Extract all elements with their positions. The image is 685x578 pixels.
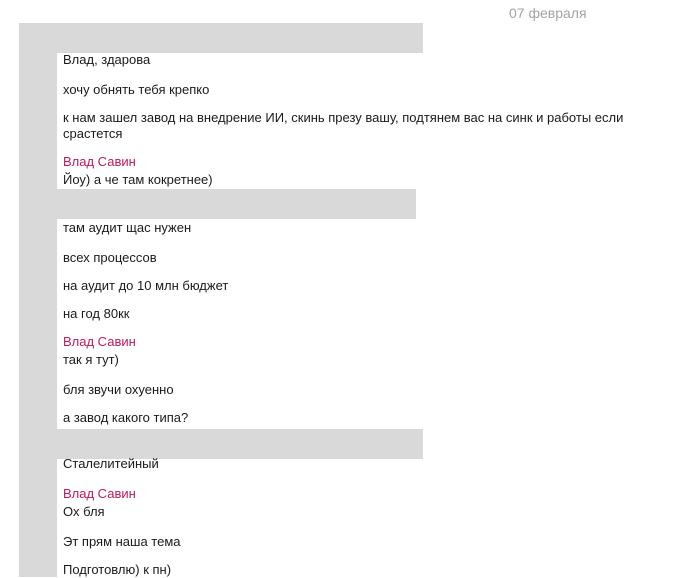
- redacted-sender-header: [19, 189, 416, 219]
- redacted-sender-header: [19, 429, 423, 459]
- message-text: к нам зашел завод на внедрение ИИ, скинь презу вашу, подтянем вас на синк и работы если срастется: [63, 110, 624, 141]
- message-text: Ох бля: [63, 504, 105, 519]
- message-text: на аудит до 10 млн бюджет: [63, 278, 229, 293]
- message-text: Йоу) а че там кокретнее): [63, 172, 213, 187]
- message-text: Эт прям наша тема: [63, 534, 181, 549]
- message-text: Влад, здарова: [63, 52, 151, 67]
- message-text: на год 80кк: [63, 306, 130, 321]
- sender-name[interactable]: Влад Савин: [63, 334, 136, 349]
- message-text: Подготовлю) к пн): [63, 562, 172, 577]
- redacted-avatar-column: [19, 23, 57, 577]
- sender-name[interactable]: Влад Савин: [63, 486, 136, 501]
- message-text: всех процессов: [63, 250, 157, 265]
- message-text: бля звучи охуенно: [63, 382, 174, 397]
- message-text: а завод какого типа?: [63, 410, 189, 425]
- redacted-sender-header: [19, 23, 423, 53]
- message-text: хочу обнять тебя крепко: [63, 82, 210, 97]
- message-text: там аудит щас нужен: [63, 220, 192, 235]
- message-text: Сталелитейный: [63, 456, 159, 471]
- date-separator: 07 февраля: [509, 5, 587, 21]
- message-text: так я тут): [63, 352, 119, 367]
- sender-name[interactable]: Влад Савин: [63, 154, 136, 169]
